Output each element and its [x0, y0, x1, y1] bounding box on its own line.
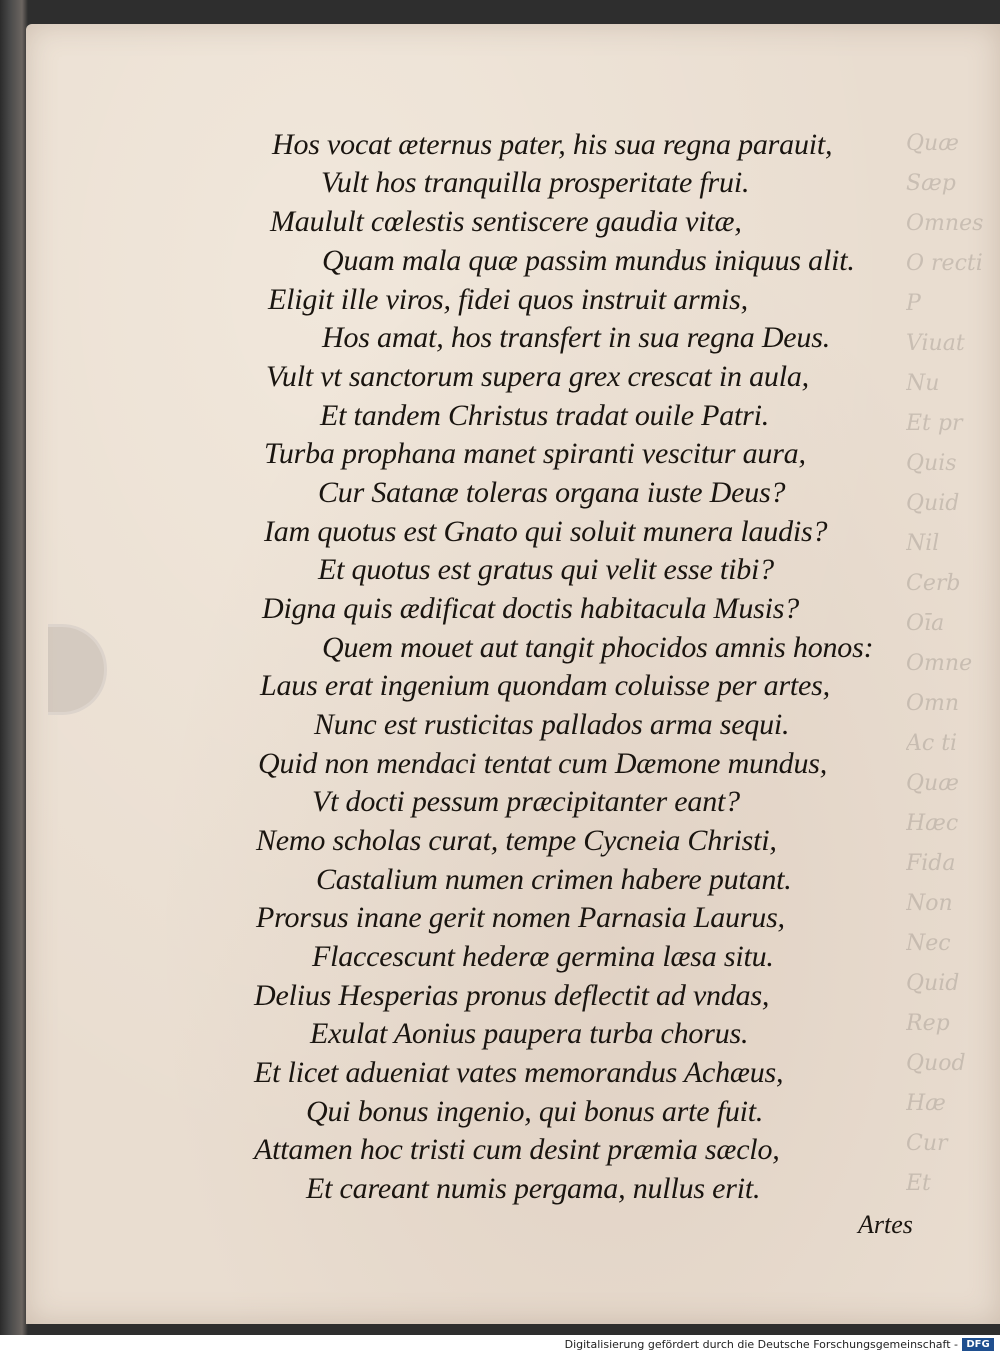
- poem-line: Attamen hoc tristi cum desint præmia sæclo,: [254, 1133, 780, 1166]
- poem-line: Et tandem Christus tradat ouile Patri.: [320, 399, 770, 432]
- poem-line: Quem mouet aut tangit phocidos amnis honos:: [322, 631, 874, 664]
- poem-line: Laus erat ingenium quondam coluisse per artes,: [260, 669, 830, 702]
- bleed-through-text: Quæ Sæp Omnes O recti P Viuat Nu Et pr Quis Quid Nil Cerb Oīa Omne Omn Ac ti Quæ Hæc Fida Non Nec Quid Rep Quod Hæ Cur Et: [906, 131, 984, 1196]
- poem-line: Maulult cœlestis sentiscere gaudia vitæ,: [270, 205, 742, 238]
- poem-line: Exulat Aonius paupera turba chorus.: [310, 1017, 749, 1050]
- poem-line: Turba prophana manet spiranti vescitur aura,: [264, 437, 806, 470]
- page-clip: [48, 624, 107, 715]
- poem-line: Prorsus inane gerit nomen Parnasia Laurus,: [256, 901, 785, 934]
- poem-line: Delius Hesperias pronus deflectit ad vndas,: [254, 979, 770, 1012]
- poem-line: Eligit ille viros, fidei quos instruit armis,: [268, 283, 748, 316]
- poem-line: Quam mala quæ passim mundus iniquus alit.: [322, 244, 855, 277]
- poem-line: Flaccescunt hederæ germina læsa situ.: [312, 940, 774, 973]
- poem-line: Vt docti pessum præcipitanter eant?: [312, 785, 740, 818]
- poem-line: Quid non mendaci tentat cum Dæmone mundus,: [258, 747, 828, 780]
- poem-line: Nemo scholas curat, tempe Cycneia Christi,: [256, 824, 777, 857]
- dfg-logo[interactable]: DFG: [962, 1338, 994, 1351]
- poem-line: Et careant numis pergama, nullus erit.: [306, 1172, 761, 1205]
- poem-line: Nunc est rusticitas pallados arma sequi.: [314, 708, 790, 741]
- poem-line: Qui bonus ingenio, qui bonus arte fuit.: [306, 1095, 764, 1128]
- footer-credit: Digitalisierung gefördert durch die Deutsche Forschungsgemeinschaft -: [564, 1338, 958, 1351]
- poem-line: Et licet adueniat vates memorandus Achæus,: [254, 1056, 784, 1089]
- poem-line: Iam quotus est Gnato qui soluit munera laudis?: [264, 515, 828, 548]
- poem-line: Et quotus est gratus qui velit esse tibi?: [318, 553, 774, 586]
- digitization-footer: [0, 1335, 1000, 1354]
- book-page: [26, 24, 1000, 1324]
- poem-line: Vult vt sanctorum supera grex crescat in aula,: [266, 360, 809, 393]
- poem-line: Vult hos tranquilla prosperitate frui.: [321, 166, 750, 199]
- poem-line: Hos vocat æternus pater, his sua regna parauit,: [272, 128, 833, 161]
- poem-line: Castalium numen crimen habere putant.: [316, 863, 792, 896]
- poem-line: Hos amat, hos transfert in sua regna Deus.: [322, 321, 831, 354]
- catchword: Artes: [858, 1210, 913, 1239]
- poem-line: Cur Satanæ toleras organa iuste Deus?: [318, 476, 786, 509]
- poem-line: Digna quis ædificat doctis habitacula Musis?: [262, 592, 800, 625]
